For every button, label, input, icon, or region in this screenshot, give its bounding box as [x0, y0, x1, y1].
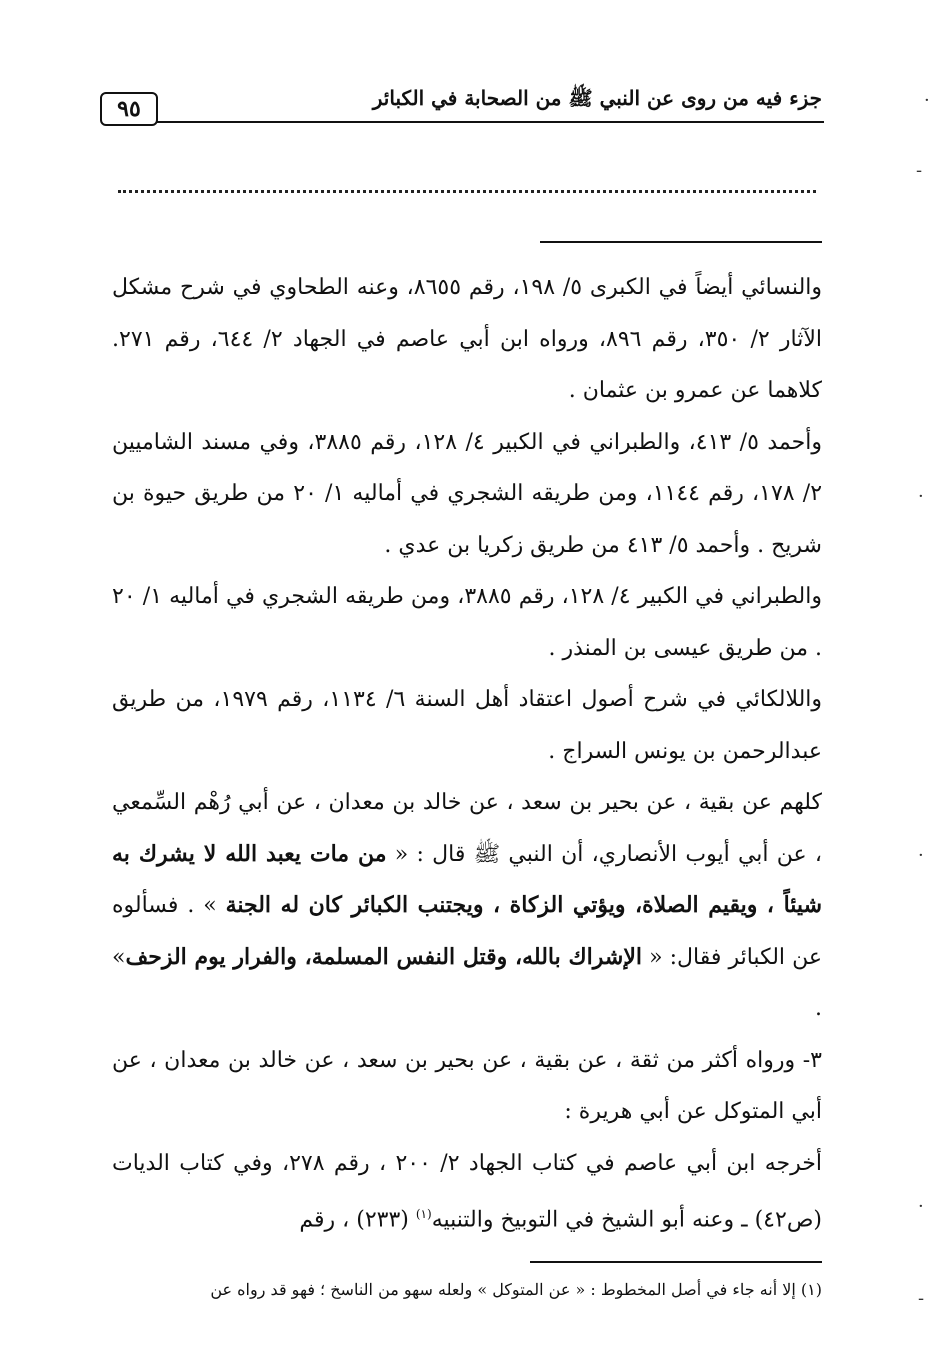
hadith-text: من مات يعبد الله لا يشرك به شيئاً ، ويقيم الصلاة، ويؤتي الزكاة ، ويجتنب الكبائر كان له الجنة [112, 840, 822, 918]
body-paragraph [112, 777, 822, 1035]
margin-speck: · [918, 1196, 924, 1217]
footnote: (١) إلا أنه جاء في أصل المخطوط : « عن المتوكل » ولعله سهو من الناسخ ؛ فهو قد رواه عن [210, 1280, 822, 1299]
hadith-text: الإشراك بالله، وقتل النفس المسلمة، والفرار يوم الزحف [125, 943, 642, 970]
paragraph-text: أخرجه ابن أبي عاصم في كتاب الجهاد ٢/ ٢٠٠ ، رقم ٢٧٨، وفي كتاب الديات (ص٤٢) ـ وعنه أبو الشيخ في التوبيخ والتنبيه [112, 1150, 823, 1233]
paragraph-text: كلهم عن بقية ، عن بحير بن سعد ، عن خالد بن معدان ، عن أبي رُهْم السِّمعي ، عن أبي أيوب الأنصاري، أن النبي ﷺ قال : « [112, 790, 822, 867]
footnote-continuation-rule [540, 241, 822, 243]
body-paragraph [112, 674, 822, 777]
body-paragraph [112, 1138, 822, 1246]
running-header-title: جزء فيه من روى عن النبي ﷺ من الصحابة في الكبائر [372, 86, 822, 110]
margin-speck: - [918, 1288, 925, 1309]
margin-speck: · [918, 486, 924, 507]
paragraph-text: » . [112, 944, 822, 1021]
dotted-separator [118, 190, 816, 193]
body-paragraph [112, 1035, 822, 1138]
margin-speck: · [924, 90, 930, 111]
footnote-marker: (١) [415, 1207, 432, 1221]
paragraph-text: (٢٣٣) ، رقم [299, 1207, 416, 1233]
paragraph-text: والنسائي أيضاً في الكبرى ٥/ ١٩٨، رقم ٨٦٥٥، وعنه الطحاوي في شرح مشكل الآثار ٢/ ٣٥٠، رقم ٨٩٦، ورواه ابن أبي عاصم في الجهاد ٢/ ٦٤٤، رقم ٢٧١. كلاهما عن عمرو بن عثمان . [112, 275, 823, 403]
paragraph-text: والطبراني في الكبير ٤/ ١٢٨، رقم ٣٨٨٥، ومن طريقه الشجري في أماليه ١/ ٢٠ . من طريق عيسى بن المنذر . [112, 584, 822, 661]
paragraph-text: واللالكائي في شرح أصول اعتقاد أهل السنة ٦/ ١١٣٤، رقم ١٩٧٩، من طريق عبدالرحمن بن يونس السراج . [112, 687, 823, 764]
footnote-rule [530, 1261, 822, 1263]
body-text [112, 262, 822, 1246]
header-rule [150, 121, 824, 123]
body-paragraph [112, 262, 822, 417]
body-paragraph [112, 417, 822, 572]
paragraph-text: وأحمد ٥/ ٤١٣، والطبراني في الكبير ٤/ ١٢٨، رقم ٣٨٨٥، وفي مسند الشاميين ٢/ ١٧٨، رقم ١١٤٤، ومن طريقه الشجري في أماليه ١/ ٢٠ من طريق حيوة بن شريح . وأحمد ٥/ ٤١٣ من طريق زكريا بن عدي . [112, 429, 823, 558]
paragraph-text: ٣- ورواه أكثر من ثقة ، عن بقية ، عن بحير بن سعد ، عن خالد بن معدان ، عن أبي المتوكل عن أبي هريرة : [112, 1047, 822, 1124]
body-paragraph [112, 571, 822, 674]
paragraph-text: » . فسألوه عن الكبائر فقال: « [112, 893, 823, 970]
margin-speck: - [916, 160, 923, 181]
page-number: ٩٥ [100, 92, 158, 126]
margin-speck: · [918, 845, 924, 866]
